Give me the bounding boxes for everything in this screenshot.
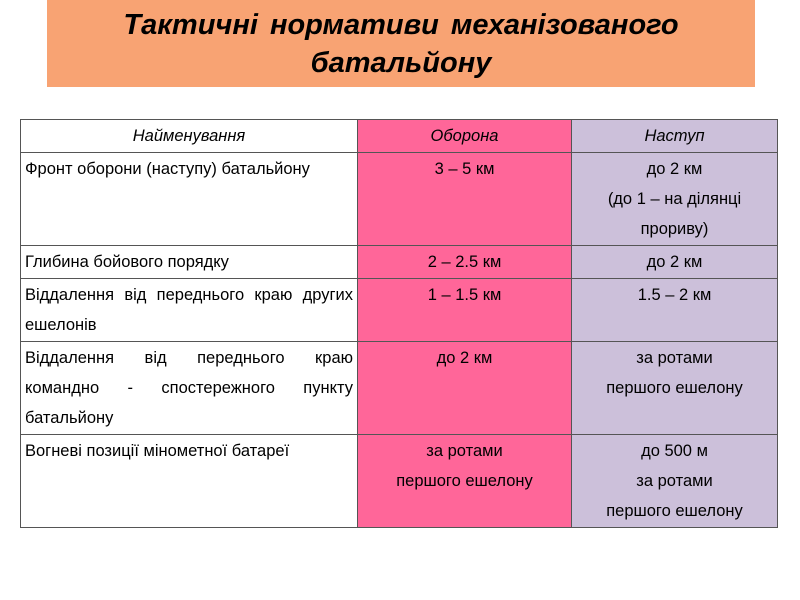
header-offense: Наступ	[572, 120, 778, 153]
table-header-row	[21, 120, 778, 153]
offense-cell	[572, 342, 778, 435]
row-name-cell: Фронт оборони (наступу) батальйону	[21, 153, 358, 246]
defense-value: 3 – 5 км	[434, 160, 495, 178]
table-row	[21, 342, 778, 435]
defense-value: першого ешелону	[396, 472, 533, 490]
table-row	[21, 153, 778, 246]
defense-value: до 2 км	[436, 349, 493, 367]
table-row	[21, 435, 778, 528]
offense-value: (до 1 – на ділянці	[607, 190, 742, 208]
title-banner	[47, 0, 755, 87]
defense-cell	[358, 246, 572, 279]
offense-cell	[572, 246, 778, 279]
offense-cell	[572, 435, 778, 528]
defense-cell	[358, 342, 572, 435]
table-row	[21, 279, 778, 342]
offense-value: до 2 км	[646, 160, 703, 178]
row-name-cell: Глибина бойового порядку	[21, 246, 358, 279]
defense-cell	[358, 435, 572, 528]
row-name-cell: Віддалення від переднього краю других ешелонів	[21, 279, 358, 342]
slide-title: Тактичні нормативи механізованого батальйону	[123, 8, 679, 79]
header-name: Найменування	[21, 120, 358, 153]
offense-value: за ротами	[636, 472, 713, 490]
header-defense: Оборона	[358, 120, 572, 153]
offense-cell	[572, 279, 778, 342]
offense-value: першого ешелону	[606, 502, 743, 520]
offense-value: за ротами	[636, 349, 713, 367]
offense-cell	[572, 153, 778, 246]
defense-value: 2 – 2.5 км	[427, 253, 502, 271]
offense-value: 1.5 – 2 км	[637, 286, 712, 304]
defense-cell	[358, 279, 572, 342]
defense-cell	[358, 153, 572, 246]
table-row	[21, 246, 778, 279]
offense-value: до 2 км	[646, 253, 703, 271]
row-name-cell: Віддалення від переднього краю командно - спостережного пункту батальйону	[21, 342, 358, 435]
defense-value: за ротами	[426, 442, 503, 460]
defense-value: 1 – 1.5 км	[427, 286, 502, 304]
row-name-cell: Вогневі позиції мінометної батареї	[21, 435, 358, 528]
offense-value: до 500 м	[641, 442, 708, 460]
tactical-standards-table	[20, 119, 778, 528]
offense-value: прориву)	[640, 220, 709, 238]
offense-value: першого ешелону	[606, 379, 743, 397]
